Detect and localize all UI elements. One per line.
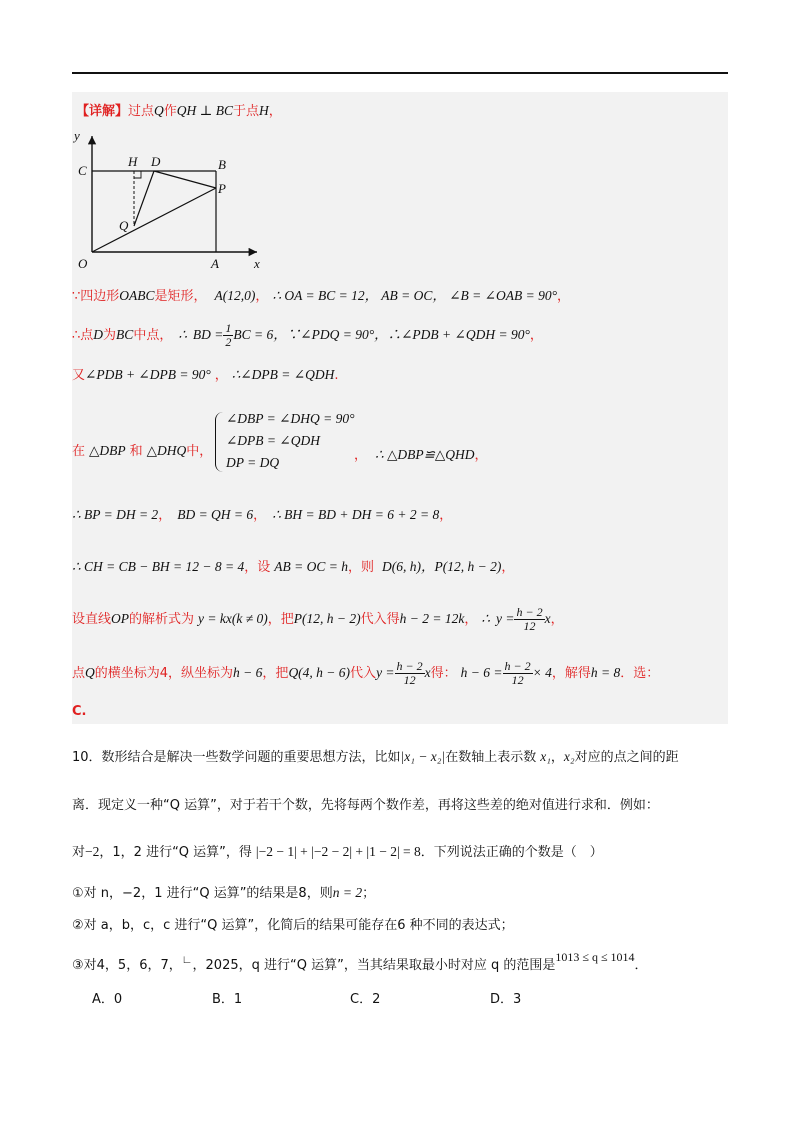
label-d: D [151, 154, 161, 169]
text: ，把 [267, 612, 294, 627]
text: 中点， [133, 328, 173, 343]
math: |−2 − 1| + |−2 − 2| + |1 − 2| = 8 [255, 844, 421, 859]
fraction-slope [503, 660, 533, 687]
text: 得： [430, 666, 457, 681]
text: 10．数形结合是解决一些数学问题的重要思想方法，比如 [72, 750, 401, 765]
text: 代入得 [360, 612, 400, 627]
math: A(12,0) [214, 288, 256, 303]
math: OABC [119, 288, 155, 303]
question-line-1 [72, 746, 679, 765]
math: |x₁ − x₂| [400, 749, 446, 764]
solution-line-1 [76, 100, 282, 119]
math: Q [85, 665, 95, 680]
math: x₁ [540, 749, 551, 764]
math: x [424, 665, 431, 680]
geometry-figure [72, 124, 272, 272]
math: ∴∠DPB = ∠QDH [231, 367, 335, 382]
solution-line-2 [72, 284, 570, 304]
text: ， [214, 368, 228, 383]
math: ，∴∠PDB + ∠QDH = 90° [374, 327, 530, 342]
text: 中， [186, 444, 213, 459]
math: AB = OC = h [274, 559, 348, 574]
math: y = [495, 611, 515, 626]
segment-op [92, 188, 216, 252]
text: 为 [103, 328, 117, 343]
math: ∴ [481, 611, 490, 626]
solution-line-7 [72, 555, 514, 575]
text: 是矩形， [154, 289, 207, 304]
math: ∴ △DBP≌△QHD [375, 447, 475, 462]
math: QH ⊥ BC [176, 103, 233, 118]
text: ； [362, 886, 376, 901]
question-item-3 [72, 950, 648, 973]
solution-line-5a [72, 440, 212, 459]
condition-2: ∠DPB = ∠QDH [226, 433, 320, 448]
label-x: x [254, 256, 260, 271]
math: H [259, 103, 269, 118]
text: ， [529, 328, 543, 343]
numerator: h − 2 [516, 605, 543, 619]
math: −2 [85, 844, 100, 859]
solution-line-4 [72, 364, 338, 383]
text: 设直线 [72, 612, 112, 627]
numerator: h − 2 [396, 659, 423, 673]
solution-line-5b [354, 444, 488, 463]
math: ∠PDB + ∠DPB = 90° [85, 367, 211, 382]
math: BC [116, 327, 134, 342]
numerator: h − 2 [504, 659, 531, 673]
denominator: 2 [225, 335, 232, 349]
question-item-2: ②对 a，b，c，c 进行“Q 运算”，化简后的结果可能存在6 种不同的表达式； [72, 918, 514, 933]
text: ①对 n，−2，1 进行“Q 运算”的结果是8，则 [72, 886, 333, 901]
math: h − 2 = 12k [399, 611, 465, 626]
fraction-slope [514, 606, 544, 633]
option-c[interactable]: C．2 [350, 992, 381, 1007]
math: x [544, 611, 551, 626]
text: ，把 [262, 666, 289, 681]
text: ， [255, 289, 269, 304]
question-line-3 [72, 841, 603, 860]
text: 代入 [350, 666, 377, 681]
math: × 4 [532, 665, 552, 680]
math: h − 6 [233, 665, 263, 680]
text: ∴点 [72, 328, 94, 343]
denominator: 12 [403, 673, 416, 687]
math: ∟ [181, 954, 193, 966]
math: h − 6 = [460, 665, 503, 680]
text: 的解析式为 [129, 612, 195, 627]
math: ，∵∠PDQ = 90° [273, 327, 375, 342]
fraction-one-half [223, 322, 233, 349]
math: P(12, h − 2) [293, 611, 361, 626]
math: ∴ OA = BC = 12， AB = OC， ∠B = ∠OAB = 90° [272, 288, 557, 303]
text: ，则 [348, 560, 375, 575]
denominator: 12 [523, 619, 536, 633]
text: ，1，2 进行“Q 运算”，得 [99, 845, 252, 860]
question-line-2: 离．现定义一种“Q 运算”，对于若干个数，先将每两个数作差，再将这些差的绝对值进行求和．例如： [72, 798, 659, 813]
label-p: P [218, 181, 226, 196]
label-a: A [211, 256, 219, 271]
math: ∴ BP = DH = 2 [72, 507, 159, 522]
text: 点 [72, 666, 86, 681]
segment-dp [154, 171, 216, 188]
text: ，2025，q 进行“Q 运算”，当其结果取最小时对应 q 的范围是 [192, 958, 556, 973]
text: 的横坐标为4，纵坐标为 [94, 666, 234, 681]
text: 于点 [233, 104, 260, 119]
text: ， [474, 448, 488, 463]
math: x₂ [563, 749, 575, 764]
detail-tag: 【详解】 [76, 104, 129, 119]
math: BC = 6 [233, 327, 274, 342]
math: BD = QH = 6 [177, 507, 254, 522]
math: BD = [192, 327, 224, 342]
math: ∴ BH = BD + DH = 6 + 2 = 8 [272, 507, 440, 522]
text: ∵四边形 [72, 289, 120, 304]
text: 过点 [128, 104, 155, 119]
system-brace [215, 412, 224, 472]
text: 对 [72, 845, 86, 860]
label-q: Q [119, 218, 129, 233]
solution-line-8 [72, 606, 564, 633]
text: ， [501, 560, 515, 575]
condition-1: ∠DBP = ∠DHQ = 90° [226, 411, 355, 426]
right-angle-mark [134, 171, 141, 178]
label-o: O [78, 256, 88, 271]
math: Q(4, h − 6) [288, 665, 351, 680]
text: ，设 [244, 560, 271, 575]
math: D [93, 327, 104, 342]
text: ， [550, 750, 564, 765]
denominator: 12 [511, 673, 524, 687]
math: ∴ CH = CB − BH = 12 − 8 = 4 [72, 559, 245, 574]
question-item-1 [72, 882, 375, 901]
text: 对应的点之间的距 [574, 750, 679, 765]
label-h: H [128, 154, 138, 169]
math: y = [376, 665, 395, 680]
text: ． [634, 958, 648, 973]
text: 作 [163, 104, 177, 119]
text: ， [253, 508, 267, 523]
math: y = kx(k ≠ 0) [198, 611, 268, 626]
math: h = 8 [590, 665, 621, 680]
text: . [334, 368, 339, 383]
segment-dq [134, 171, 154, 226]
label-b: B [218, 157, 226, 172]
math: ∴ [178, 327, 187, 342]
text: ，解得 [551, 666, 591, 681]
solution-line-3 [72, 322, 543, 349]
text: ， [439, 508, 453, 523]
solution-line-6 [72, 504, 452, 523]
text: ， [354, 448, 368, 463]
option-d[interactable]: D．3 [490, 992, 522, 1007]
text: ， [550, 612, 564, 627]
text: ， [268, 104, 282, 119]
math: Q [154, 103, 164, 118]
condition-3: DP = DQ [226, 455, 280, 470]
text: 和 [129, 444, 143, 459]
text: ， [464, 612, 478, 627]
text: 在 [72, 444, 86, 459]
text: ．下列说法正确的个数是（ ） [420, 845, 603, 860]
option-a[interactable]: A．0 [92, 992, 123, 1007]
math: △DHQ [146, 443, 187, 458]
fraction-slope [395, 660, 425, 687]
solution-line-9 [72, 660, 659, 687]
text: 又 [72, 368, 86, 383]
numerator: 1 [225, 321, 232, 335]
math: OP [111, 611, 130, 626]
text: 在数轴上表示数 [445, 750, 537, 765]
math: n = 2 [332, 885, 363, 900]
label-c: C [78, 163, 87, 178]
option-b[interactable]: B．1 [212, 992, 243, 1007]
header-rule [72, 72, 728, 74]
label-y: y [74, 128, 80, 143]
math: 1013 ≤ q ≤ 1014 [555, 950, 635, 964]
text: ， [158, 508, 172, 523]
text: ．选： [620, 666, 660, 681]
answer-choice: C. [72, 704, 87, 719]
text: ， [556, 289, 570, 304]
text: ③对4，5，6，7， [72, 958, 182, 973]
math: D(6, h)，P(12, h − 2) [382, 559, 502, 574]
math: △DBP [89, 443, 126, 458]
